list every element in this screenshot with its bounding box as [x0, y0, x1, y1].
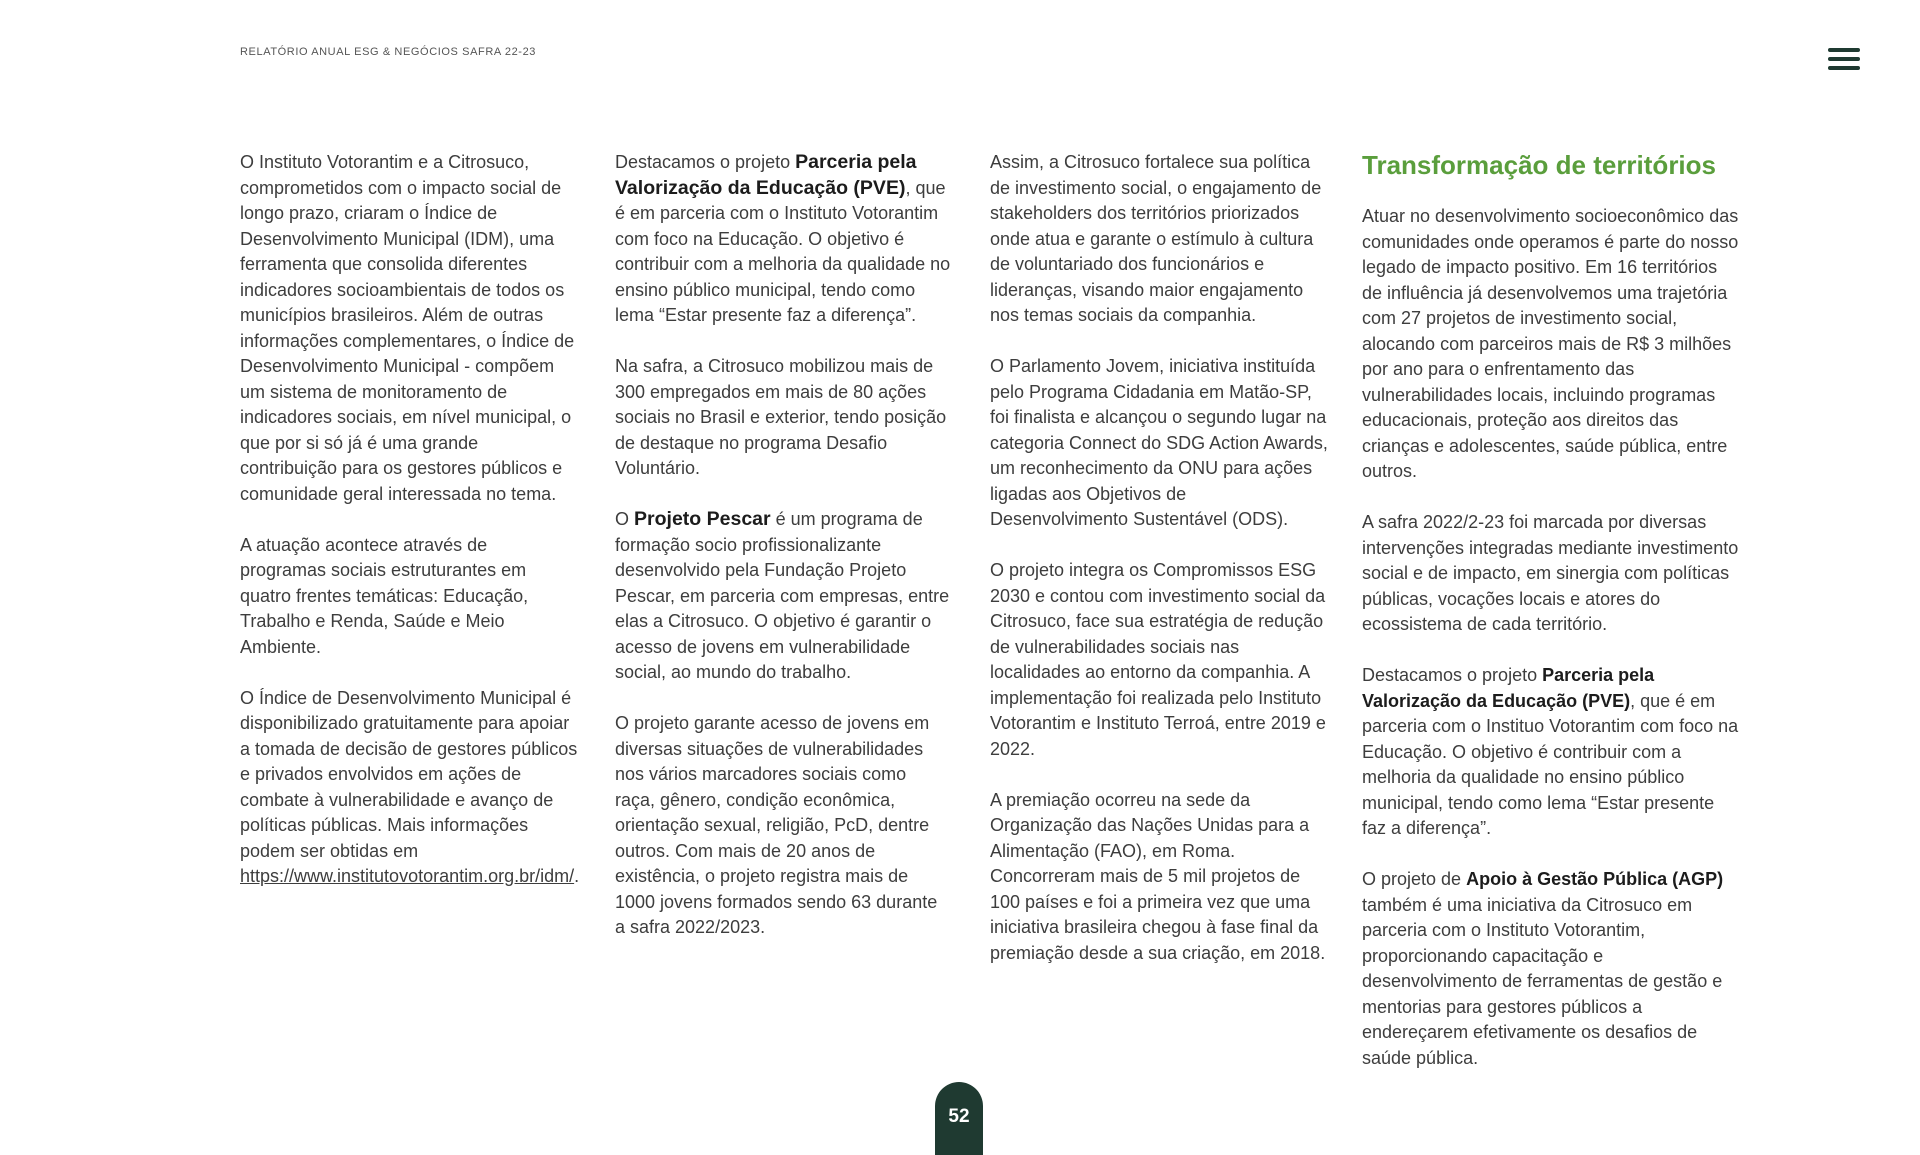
col4-paragraph-3 — [1362, 663, 1742, 842]
col2-p1-post: , que é em parceria com o Instituto Votorantim com foco na Educação. O objetivo é contribuir com a melhoria da qualidade no ensino público municipal, tendo como lema “Estar presente faz a diferença”. — [615, 177, 951, 325]
pve-project-name-2: Parceria pela Valorização da Educação (PVE) — [1362, 665, 1655, 711]
col2-p3-pre: O — [615, 509, 630, 529]
col4-paragraph-2: A safra 2022/2-23 foi marcada por diversas intervenções integradas mediante investimento social e de impacto, em sinergia com políticas públicas, vocações locais e atores do ecossistema de cada território. — [1362, 512, 1739, 634]
pve-project-name: Parceria pela Valorização da Educação (PVE) — [615, 151, 917, 199]
col2-p1-pre: Destacamos o projeto — [615, 152, 791, 172]
col4-p4-pre: O projeto de — [1362, 869, 1462, 889]
col3-paragraph-3: O projeto integra os Compromissos ESG 2030 e contou com investimento social da Citrosuco, face sua estratégia de redução de vulnerabilidades sociais nas localidades ao entorno da companhia. A implementação foi realizada pelo Instituto Votorantim e Instituto Terroá, entre 2019 e 2022. — [990, 560, 1326, 759]
col2-paragraph-3 — [615, 507, 951, 686]
menu-bar-top — [1828, 48, 1860, 52]
col2-paragraph-1 — [615, 150, 951, 329]
col4-paragraph-4 — [1362, 867, 1742, 1071]
col1-paragraph-1: O Instituto Votorantim e a Citrosuco, comprometidos com o impacto social de longo prazo, criaram o Índice de Desenvolvimento Municipal (IDM), uma ferramenta que consolida diferentes indicadores socioambientais de todos os municípios brasileiros. Além de outras informações complementares, o Índice de Desenvolvimento Municipal - compõem um sistema de monitoramento de indicadores sociais, em nível municipal, o que por si só já é uma grande contribuição para os gestores públicos e comunidade geral interessada no tema. — [240, 152, 575, 504]
col3-paragraph-1: Assim, a Citrosuco fortalece sua política de investimento social, o engajamento de stakeholders dos territórios priorizados onde atua e garante o estímulo à cultura de voluntariado dos funcionários e lideranças, visando maior engajamento nos temas sociais da companhia. — [990, 152, 1322, 325]
pescar-project-name: Projeto Pescar — [634, 508, 771, 530]
menu-bar-bottom — [1828, 66, 1860, 70]
column-1 — [240, 150, 578, 915]
col4-p3-post: , que é em parceria com o Instituo Votorantim com foco na Educação. O objetivo é contribuir com a melhoria da qualidade no ensino público municipal, tendo como lema “Estar presente faz a diferença”. — [1362, 690, 1739, 838]
col1-paragraph-3-text: O Índice de Desenvolvimento Municipal é disponibilizado gratuitamente para apoiar a tomada de decisão de gestores públicos e privados envolvidos em ações de combate à vulnerabilidade e avanço de políticas públicas. Mais informações podem ser obtidas em — [240, 687, 578, 861]
hamburger-menu-icon[interactable] — [1828, 48, 1860, 74]
col1-paragraph-3-end: . — [574, 866, 580, 886]
col4-p3-pre: Destacamos o projeto — [1362, 665, 1538, 685]
col2-p3-post: é um programa de formação socio profissionalizante desenvolvido pela Fundação Projeto Pescar, em parceria com empresas, entre elas a Citrosuco. O objetivo é garantir o acesso de jovens em vulnerabilidade social, ao mundo do trabalho. — [615, 509, 950, 682]
column-2 — [615, 150, 951, 966]
report-title: RELATÓRIO ANUAL ESG & NEGÓCIOS SAFRA 22-23 — [240, 46, 537, 58]
col1-paragraph-2: A atuação acontece através de programas sociais estruturantes em quatro frentes temáticas: Educação, Trabalho e Renda, Saúde e Meio Ambiente. — [240, 534, 529, 657]
col3-paragraph-2: O Parlamento Jovem, iniciativa instituída pelo Programa Cidadania em Matão-SP, foi finalista e alcançou o segundo lugar na categoria Connect do SDG Action Awards, um reconhecimento da ONU para ações ligadas aos Objetivos de Desenvolvimento Sustentável (ODS). — [990, 356, 1328, 529]
menu-bar-middle — [1828, 57, 1860, 61]
section-heading: Transformação de territórios — [1362, 150, 1716, 180]
agp-project-name: Apoio à Gestão Pública (AGP) — [1466, 869, 1724, 889]
col1-paragraph-3 — [240, 686, 578, 890]
col4-paragraph-1: Atuar no desenvolvimento socioeconômico das comunidades onde operamos é parte do nosso legado de impacto positivo. Em 16 territórios de influência já desenvolvemos uma trajetória com 27 projetos de investimento social, alocando com parceiros mais de R$ 3 milhões por ano para o enfrentamento das vulnerabilidades locais, incluindo programas educacionais, proteção aos direitos das crianças e adolescentes, saúde pública, entre outros. — [1362, 206, 1739, 481]
col2-paragraph-2: Na safra, a Citrosuco mobilizou mais de 300 empregados em mais de 80 ações sociais no Brasil e exterior, tendo posição de destaque no programa Desafio Voluntário. — [615, 356, 947, 478]
page-number: 52 — [935, 1082, 983, 1155]
idm-link[interactable]: https://www.institutovotorantim.org.br/idm/ — [240, 866, 575, 886]
column-3 — [990, 150, 1328, 992]
col2-paragraph-4: O projeto garante acesso de jovens em diversas situações de vulnerabilidades nos vários marcadores sociais como raça, gênero, condição econômica, orientação sexual, religião, PcD, dentre outros. Com mais de 20 anos de existência, o projeto registra mais de 1000 jovens formados sendo 63 durante a safra 2022/2023. — [615, 713, 938, 937]
col4-p4-post: também é uma iniciativa da Citrosuco em parceria com o Instituto Votorantim, proporcionando capacitação e desenvolvimento de ferramentas de gestão e mentorias para gestores públicos a endereçarem efetivamente os desafios de saúde pública. — [1362, 894, 1723, 1068]
col3-paragraph-4: A premiação ocorreu na sede da Organização das Nações Unidas para a Alimentação (FAO), em Roma. Concorreram mais de 5 mil projetos de 100 países e foi a primeira vez que uma iniciativa brasileira chegou à fase final da premiação desde a sua criação, em 2018. — [990, 789, 1326, 963]
column-4 — [1362, 150, 1742, 1097]
